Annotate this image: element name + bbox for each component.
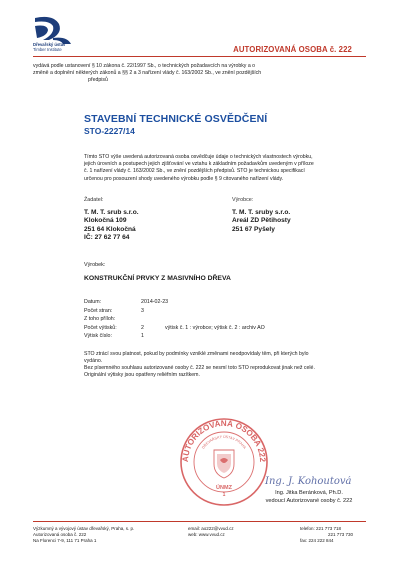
intro-line: Tímto STO výše uvedená autorizovaná osoba osvědčuje údaje o technických vlastnostech výrobku,	[84, 154, 313, 160]
detail-key: Datum:	[84, 299, 102, 305]
legal-basis	[33, 63, 363, 84]
detail-value: 3	[141, 307, 144, 314]
footer-web[interactable]: web: www.vvud.cz	[188, 532, 225, 537]
footer-organization	[33, 526, 134, 544]
applicant-street: Klokočná 109	[84, 217, 127, 225]
signer-name: Ing. Jitka Beránková, Ph.D.	[275, 490, 343, 496]
detail-key: Výtisk číslo:	[84, 333, 112, 340]
handwritten-signature-icon	[263, 468, 352, 490]
manufacturer-label: Výrobce:	[232, 197, 254, 203]
detail-value: 2	[141, 324, 144, 331]
detail-note: výtisk č. 1 : výrobce; výtisk č. 2 : archiv AO	[165, 324, 265, 331]
manufacturer-block	[232, 196, 291, 234]
stamp-arc-text: AUTORIZOVANÁ OSOBA 222	[180, 418, 268, 463]
applicant-ico: IČ: 27 62 77 64	[84, 234, 130, 242]
intro-line: jejich úrovních a postupech jejich zjišťování ve vztahu k základním požadavkům uvedeným v příloze	[84, 161, 314, 168]
certificate-title: STAVEBNÍ TECHNICKÉ OSVĚDČENÍ	[84, 113, 268, 125]
footer-contacts	[188, 526, 234, 538]
legal-line: změně a doplnění některých zákonů a §§ 2 a 3 nařízení vlády č. 163/2002 Sb., ve znění pozdějších	[33, 70, 262, 76]
applicant-block	[84, 196, 139, 243]
logo-line-2: Timber Institute	[33, 47, 62, 52]
validity-line: Originální výtisky jsou opatřeny reliéfním razítkem.	[84, 372, 200, 378]
manufacturer-city: 251 67 Pyšely	[232, 225, 275, 233]
svg-text:Ing. J. Kohoutová: Ing. J. Kohoutová	[265, 476, 352, 487]
manufacturer-street: Areál ZD Pětihosty	[232, 217, 291, 225]
footer-org-line: Na Florenci 7-9, 111 71 Praha 1	[33, 538, 97, 543]
header-divider	[33, 56, 366, 57]
legal-line: vydává podle ustanovení § 10 zákona č. 22/1997 Sb., o technických požadavcích na výrobky a o	[33, 63, 256, 69]
stamp-number: 1	[222, 492, 226, 498]
footer-phones	[300, 526, 353, 544]
signer-block	[244, 490, 374, 505]
footer-divider	[33, 521, 366, 522]
intro-line: č. 1 nařízení vlády č. 163/2002 Sb., ve znění pozdějších předpisů. STO je technickou specifikací	[84, 168, 305, 175]
applicant-label: Žadatel:	[84, 197, 104, 203]
logo-line-1: Dřevařský ústav	[33, 42, 66, 47]
detail-key: Počet výtisků:	[84, 324, 117, 331]
footer-org-line: Autorizovaná osoba č. 222	[33, 532, 87, 537]
applicant-name: T. M. T. srub s.r.o.	[84, 208, 139, 216]
footer-phone-1: telefon: 221 773 718	[300, 526, 342, 531]
detail-value: 2014-02-23	[141, 299, 169, 305]
stamp-code: ÚNMZ	[216, 485, 232, 491]
stamp-inner-text: DŘEVAŘSKÝ ÚSTAV PRAHA	[201, 434, 247, 450]
product-name: KONSTRUKČNÍ PRVKY Z MASIVNÍHO DŘEVA	[84, 275, 231, 282]
product-label: Výrobek:	[84, 262, 106, 268]
detail-key: Z toho příloh:	[84, 316, 116, 323]
detail-value: 1	[141, 333, 144, 340]
validity-line: Bez písemného souhlasu autorizované osoby č. 222 se nesmí toto STO reprodukovat jinak než celé.	[84, 365, 315, 371]
footer-email[interactable]: email: ao222@vvud.cz	[188, 526, 234, 531]
footer-fax: fax: 224 222 844	[300, 538, 334, 543]
certificate-number: STO-2227/14	[84, 126, 135, 136]
signer-role: vedoucí Autorizované osoby č. 222	[265, 497, 353, 504]
manufacturer-name: T. M. T. sruby s.r.o.	[232, 208, 291, 216]
logo-caption	[33, 42, 65, 52]
intro-paragraph	[84, 154, 349, 183]
applicant-city: 251 64 Klokočná	[84, 225, 136, 233]
validity-line: STO ztrácí svou platnost, pokud by podmínky vzniklé změnami neodpovídaly těm, při kterých bylo	[84, 351, 309, 357]
validity-line: vydáno.	[84, 358, 103, 364]
intro-line: určenou pro posouzení shody uvedeného výrobku podle § 9 citovaného nařízení vlády.	[84, 175, 284, 182]
authority-heading: AUTORIZOVANÁ OSOBA č. 222	[233, 45, 352, 54]
footer-org-line: Výzkumný a vývojový ústav dřevařský, Praha, s. p.	[33, 526, 135, 531]
legal-line: předpisů	[88, 77, 108, 83]
coat-of-arms-icon	[214, 450, 234, 478]
detail-key: Počet stran:	[84, 307, 113, 314]
footer-phone-2: 221 773 730	[328, 532, 354, 537]
validity-paragraph	[84, 351, 354, 379]
